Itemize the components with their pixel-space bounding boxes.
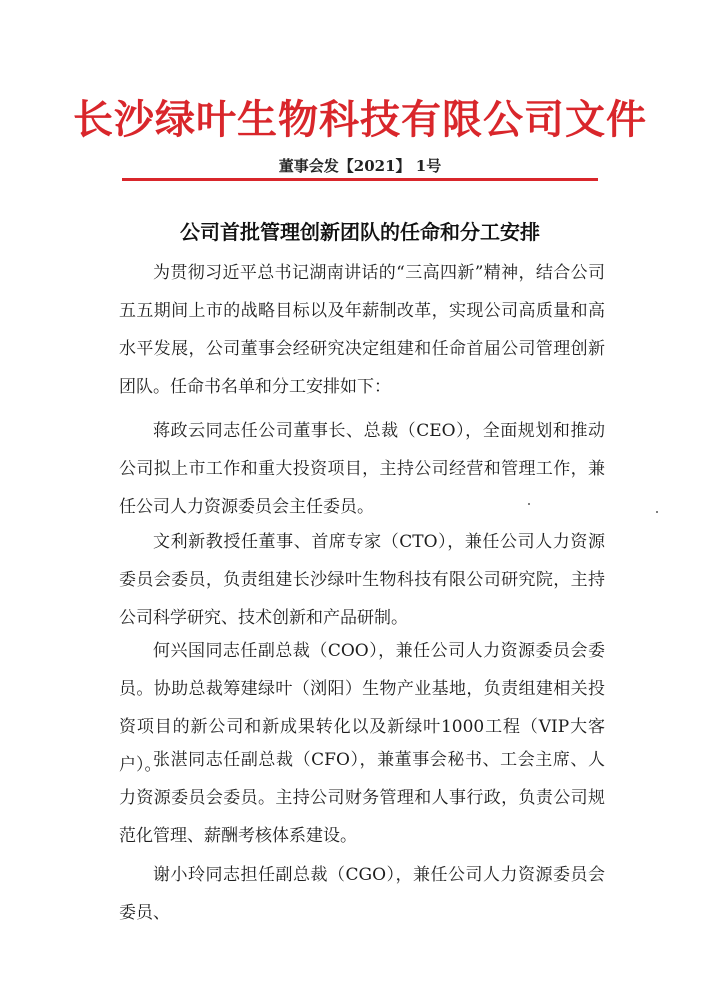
document-number: 董事会发【2021】 1号 (278, 157, 442, 175)
paragraph-cfo: 张湛同志任副总裁（CFO），兼董事会秘书、工会主席、人力资源委员会委员。主持公司财务管理和人事行政，负责公司规范化管理、薪酬考核体系建设。 (119, 750, 605, 846)
scan-speck (528, 503, 530, 505)
paragraph-cgo: 谢小玲同志担任副总裁（CGO），兼任公司人力资源委员会委员、 (119, 865, 605, 923)
document-header-title: 长沙绿叶生物科技有限公司文件 (73, 96, 647, 143)
header-divider (122, 178, 598, 181)
paragraph-ceo: 蒋政云同志任公司董事长、总裁（CEO），全面规划和推动公司拟上市工作和重大投资项目，主持公司经营和管理工作，兼任公司人力资源委员会主任委员。 (119, 421, 605, 517)
paragraph-cto: 文利新教授任董事、首席专家（CTO），兼任公司人力资源委员会委员，负责组建长沙绿叶生物科技有限公司研究院，主持公司科学研究、技术创新和产品研制。 (119, 532, 605, 628)
scan-speck (656, 511, 658, 513)
document-title: 公司首批管理创新团队的任命和分工安排 (180, 220, 540, 244)
paragraph-intro: 为贯彻习近平总书记湖南讲话的“三高四新”精神，结合公司五五期间上市的战略目标以及年薪制改革，实现公司高质量和高水平发展，公司董事会经研究决定组建和任命首届公司管理创新团队。任命书名单和分工安排如下： (119, 263, 605, 397)
paragraph-coo: 何兴国同志任副总裁（COO），兼任公司人力资源委员会委员。协助总裁筹建绿叶（浏阳）生物产业基地，负责组建相关投资项目的新公司和新成果转化以及新绿叶1000工程（VIP大客户）。 (119, 641, 605, 775)
